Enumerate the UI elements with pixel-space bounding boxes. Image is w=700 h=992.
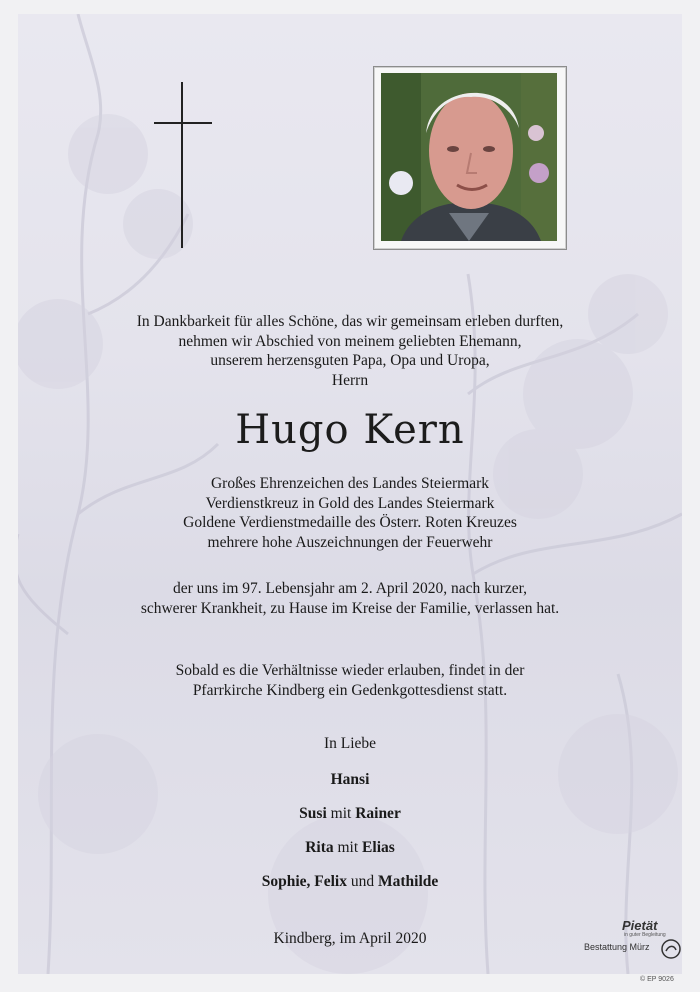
honors-list bbox=[18, 474, 682, 552]
place-and-date: Kindberg, im April 2020 bbox=[273, 930, 427, 947]
in-love-line: In Liebe bbox=[323, 735, 377, 752]
family-member: Susi bbox=[299, 805, 327, 822]
family-line-rita bbox=[18, 839, 682, 857]
portrait-frame bbox=[373, 66, 567, 250]
portrait-photo bbox=[381, 73, 557, 241]
family-line-susi bbox=[18, 805, 682, 823]
connector-word: mit bbox=[330, 805, 352, 822]
family-member: Rita bbox=[305, 839, 334, 856]
intro-line: nehmen wir Abschied von meinem geliebten Ehemann, bbox=[178, 332, 522, 350]
pietaet-logo-icon bbox=[660, 938, 682, 960]
service-line: Sobald es die Verhältnisse wieder erlauben, findet in der bbox=[175, 662, 525, 679]
honor-line: Großes Ehrenzeichen des Landes Steiermark bbox=[210, 475, 490, 492]
death-notice bbox=[18, 579, 682, 618]
parte-page bbox=[18, 14, 682, 974]
deceased-name: Hugo Kern bbox=[235, 407, 465, 453]
intro-text bbox=[18, 312, 682, 390]
family-line-grandchildren bbox=[18, 873, 682, 891]
funeral-home-logo bbox=[584, 918, 682, 970]
logo-tagline: in guter Begleitung bbox=[624, 932, 666, 938]
cross-icon bbox=[154, 82, 212, 248]
death-line: schwerer Krankheit, zu Hause im Kreise der Familie, verlassen hat. bbox=[140, 599, 560, 617]
family-line-hansi bbox=[18, 771, 682, 789]
print-code: © EP 9026 bbox=[640, 976, 674, 983]
family-member: Mathilde bbox=[377, 873, 439, 890]
family-member: Rainer bbox=[355, 805, 401, 822]
family-member: Hansi bbox=[330, 771, 370, 788]
memorial-service-notice bbox=[18, 661, 682, 700]
intro-line: Herrn bbox=[331, 371, 369, 389]
intro-line: In Dankbarkeit für alles Schöne, das wir gemeinsam erleben durften, bbox=[136, 313, 564, 330]
logo-company: Bestattung Mürz bbox=[584, 942, 650, 952]
service-line: Pfarrkirche Kindberg ein Gedenkgottesdienst statt. bbox=[192, 681, 508, 699]
honor-line: Verdienstkreuz in Gold des Landes Steiermark bbox=[205, 494, 495, 512]
connector-word: mit bbox=[337, 839, 359, 856]
death-line: der uns im 97. Lebensjahr am 2. April 2020, nach kurzer, bbox=[172, 580, 528, 597]
family-member: Elias bbox=[362, 839, 395, 856]
logo-brand: Pietät bbox=[622, 918, 658, 933]
connector-word: und bbox=[350, 873, 375, 890]
family-member: Sophie, Felix bbox=[261, 873, 347, 890]
honor-line: mehrere hohe Auszeichnungen der Feuerwehr bbox=[207, 533, 493, 551]
honor-line: Goldene Verdienstmedaille des Österr. Roten Kreuzes bbox=[183, 514, 517, 531]
intro-line: unserem herzensguten Papa, Opa und Uropa, bbox=[210, 352, 490, 369]
